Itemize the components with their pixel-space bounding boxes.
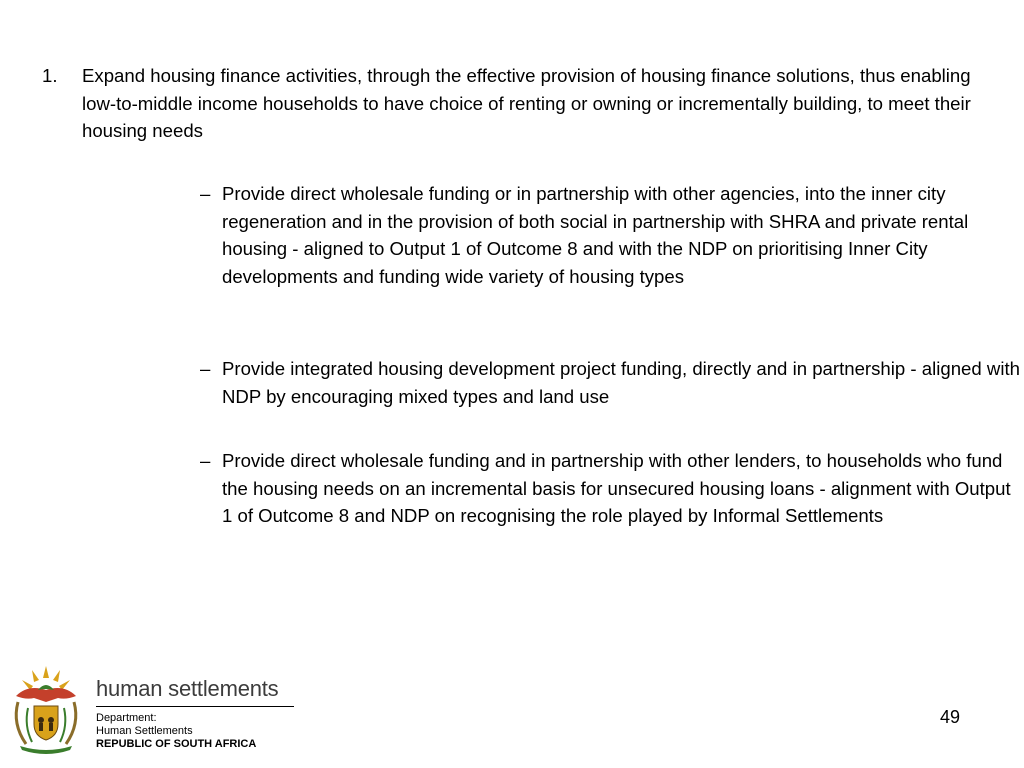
page-number: 49 <box>940 707 961 727</box>
dash-bullet: – <box>200 183 211 204</box>
shield <box>34 706 58 740</box>
motto-banner <box>20 746 72 754</box>
dept-line-3: REPUBLIC OF SOUTH AFRICA <box>96 738 257 750</box>
sub-item-text: Provide direct wholesale funding and in partnership with other lenders, to households who fund the housing needs on an incremental basis for unsecured housing loans - alignment with Output 1 of Outcome 8 and NDP on recognising the role played by Informal Settlements <box>222 450 1011 526</box>
dept-details <box>96 712 256 751</box>
dept-title: human settlements <box>96 676 279 701</box>
dash-bullet: – <box>200 450 211 471</box>
main-list-item <box>42 62 982 145</box>
divider <box>96 706 294 707</box>
main-item-text: Expand housing finance activities, through the effective provision of housing finance solutions, thus enabling low-to-middle income households to have choice of renting or owning or incrementally building, to meet their housing needs <box>82 65 971 141</box>
coat-of-arms-graphic <box>8 662 84 754</box>
wheat <box>27 708 32 742</box>
list-number: 1. <box>42 65 58 86</box>
sub-item-text: Provide integrated housing development project funding, directly and in partnership - aligned with NDP by encouraging mixed types and land use <box>222 358 1020 407</box>
sub-list-item <box>200 447 1020 530</box>
coat-of-arms-icon <box>8 662 84 754</box>
sub-list-item <box>200 180 1020 290</box>
sub-item-text: Provide direct wholesale funding or in partnership with other agencies, into the inner city regeneration and in the provision of both social in partnership with SHRA and private rental housing - aligned to Output 1 of Outcome 8 and with the NDP on prioritising Inner City developments and funding wide variety of housing types <box>222 183 969 287</box>
dash-bullet: – <box>200 358 211 379</box>
sub-list-item <box>200 355 1020 410</box>
tusks <box>16 702 26 744</box>
dept-line-1: Department: <box>96 712 157 724</box>
dept-line-2: Human Settlements <box>96 725 193 737</box>
bird-wings <box>16 688 76 702</box>
